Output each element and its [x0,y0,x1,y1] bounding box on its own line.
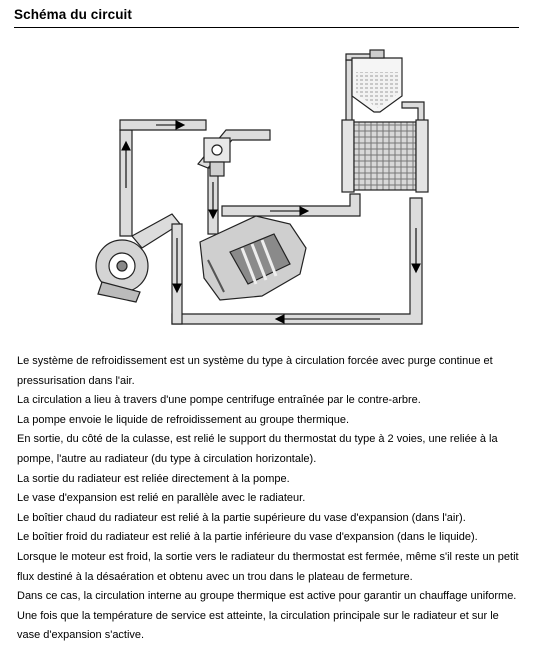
paragraph: Le vase d'expansion est relié en parallèle avec le radiateur. [17,492,306,505]
pipe-to-radiator [222,194,360,216]
description-text [17,352,522,646]
paragraph: La sortie du radiateur est reliée directement à la pompe. [17,472,290,485]
radiator-right-box [416,120,428,192]
expansion-tank-cap [370,50,384,58]
title-divider [14,27,519,28]
paragraph: La pompe envoie le liquide de refroidissement au groupe thermique. [17,413,350,426]
pipe-expansion-right [402,102,424,122]
paragraph: Dans ce cas, la circulation interne au groupe thermique est active pour garantir un chauffage uniforme. [17,590,517,603]
paragraph: Le boîtier chaud du radiateur est relié à la partie supérieure du vase d'expansion (dans l'air). [17,511,466,524]
paragraph: Une fois que la température de service est atteinte, la circulation principale sur le radiateur et sur le vase d'expansion s'active. [17,609,499,642]
paragraph: Lorsque le moteur est froid, la sortie vers le radiateur du thermostat est fermée, même s'il reste un petit flux destiné à la désaération et obtenu avec un trou dans le plateau de fermeture. [17,550,519,583]
page-title: Schéma du circuit [14,7,132,22]
paragraph: Le boîtier froid du radiateur est relié à la partie inférieure du vase d'expansion (dans le liquide). [17,531,478,544]
cooling-circuit-diagram [80,38,460,343]
thermostat-valve [210,162,224,176]
radiator [342,120,428,192]
expansion-tank [352,50,402,112]
radiator-left-box [342,120,354,192]
water-pump [96,240,148,302]
paragraph: Le système de refroidissement est un système du type à circulation forcée avec purge continue et pressurisation dans l'air. [17,355,493,387]
paragraph: En sortie, du côté de la culasse, est relié le support du thermostat du type à 2 voies, une reliée à la pompe, l'autre au radiateur (du type à circulation horizontale). [17,433,498,465]
radiator-core [354,122,416,190]
paragraph: La circulation a lieu à travers d'une pompe centrifuge entraînée par le contre-arbre. [17,394,421,407]
pipe-expansion-left [346,60,352,124]
